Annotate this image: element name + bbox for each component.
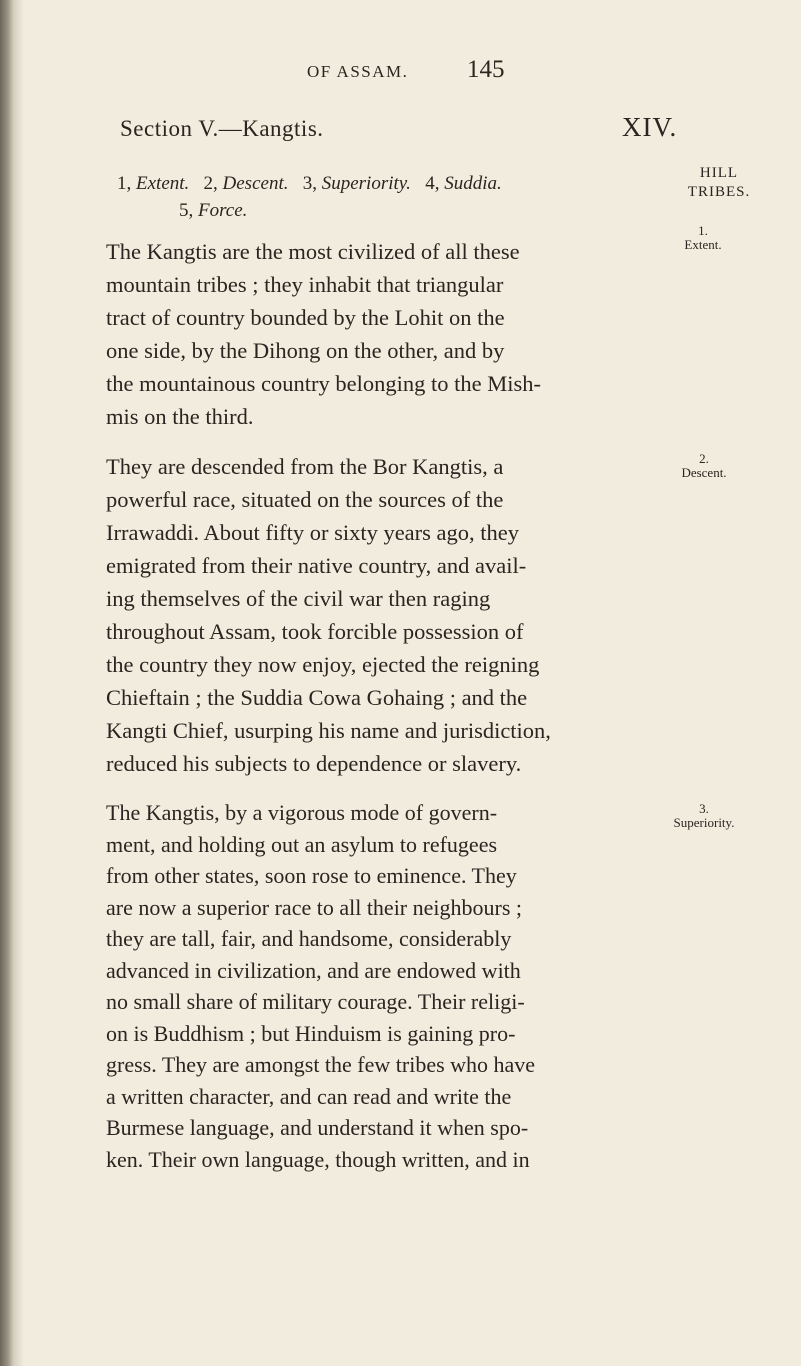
text-line: mis on the third. [106,404,254,429]
binding-shadow [14,0,24,1366]
text-line: the country they now enjoy, ejected the reigning [106,652,540,677]
text-line: advanced in civilization, and are endowed with [106,957,521,983]
text-line: the mountainous country belonging to the Mish- [106,371,541,396]
text-line: powerful race, situated on the sources of the [106,487,504,512]
text-line: throughout Assam, took forcible possession of [106,619,524,644]
text-line: Chieftain ; the Suddia Cowa Gohaing ; and the [106,685,528,710]
chapter-label-line1: HILL [699,165,739,181]
text-line: The Kangtis, by a vigorous mode of govern- [106,800,498,825]
text-line: are now a superior race to all their neighbours ; [106,894,523,920]
running-title: OF ASSAM. [307,62,409,81]
text-line: Irrawaddi. About fifty or sixty years ago, they [106,520,520,545]
text-line: no small share of military courage. Their religi- [106,989,525,1014]
text-line: ing themselves of the civil war then raging [106,586,491,611]
text-line: They are descended from the Bor Kangtis, a [106,454,504,479]
margin-note-extent: 1. Extent. [684,223,722,252]
text-line: a written character, and can read and write the [106,1083,512,1109]
text-line: emigrated from their native country, and avail- [106,553,527,578]
margin-note-superiority: 3. Superiority. [673,801,735,830]
text-line: ment, and holding out an asylum to refugees [106,831,498,857]
text-line: from other states, soon rose to eminence. They [106,863,517,888]
chapter-label [674,164,764,202]
text-line: they are tall, fair, and handsome, considerably [106,926,512,951]
text-line: Kangti Chief, usurping his name and jurisdiction, [106,718,551,743]
text-line: Burmese language, and understand it when spo- [106,1115,529,1140]
text-line: on is Buddhism ; but Hinduism is gaining pro- [106,1020,516,1046]
paragraph-extent [106,235,634,433]
contents-item: 4, Suddia. [425,173,502,194]
contents-item: 1, Extent. [117,173,190,194]
text-line: mountain tribes ; they inhabit that triangular [106,272,504,297]
paragraph-descent [106,450,634,780]
section-prefix: Section V.— [120,116,243,141]
page-binding-edge [0,0,14,1366]
contents-item: 5, Force. [179,200,248,221]
text-line: ken. Their own language, though written, and in [106,1146,530,1172]
paragraph-superiority [106,797,634,1175]
contents-item: 2, Descent. [203,173,289,194]
section-heading [120,116,324,142]
margin-note-descent: 2. Descent. [681,451,727,480]
chapter-number: XIV. [622,112,678,142]
text-line: The Kangtis are the most civilized of all these [106,239,520,264]
text-line: one side, by the Dihong on the other, and by [106,338,505,363]
section-title: Kangtis. [242,116,324,141]
section-contents [117,170,637,224]
text-line: gress. They are amongst the few tribes who have [106,1052,536,1077]
text-line: tract of country bounded by the Lohit on the [106,305,505,330]
text-line: reduced his subjects to dependence or slavery. [106,751,522,776]
contents-item: 3, Superiority. [302,173,411,194]
chapter-label-line2: TRIBES. [687,184,751,200]
page-number: 145 [467,56,505,83]
